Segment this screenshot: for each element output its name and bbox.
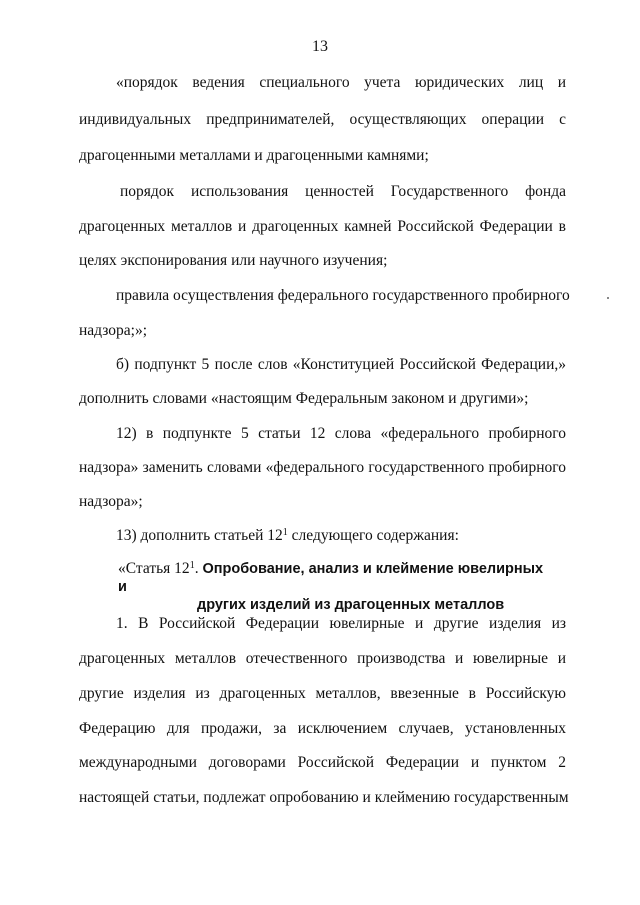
superscript: 1 [189,560,195,571]
text-line: Федерацию для продажи, за исключением случаев, установленных [79,720,566,737]
superscript: 1 [282,527,288,538]
text-line: порядок использования ценностей Государственного фонда [120,183,566,200]
text-line [116,526,566,546]
text-line: целях экспонирования или научного изучения; [79,252,388,269]
text-fragment: 13) дополнить статьей 12 [116,527,283,544]
text-line: б) подпункт 5 после слов «Конституцией Российской Федерации,» [116,356,566,373]
text-line: драгоценных металлов и драгоценных камней Российской Федерации в [79,218,566,235]
text-line: международными договорами Российской Федерации и пунктом 2 [79,754,566,771]
text-line: индивидуальных предпринимателей, осуществляющих операции с [79,111,566,128]
text-line: драгоценных металлов отечественного производства и ювелирные и [79,650,566,667]
article-title-line-2: других изделий из драгоценных металлов [197,597,505,613]
text-line: надзора»; [79,493,143,510]
article-title-line-1: Опробование, анализ и клеймение ювелирных и [118,561,544,595]
text-line: «порядок ведения специального учета юридических лиц и [116,74,566,91]
article-heading [118,560,548,614]
text-line: другие изделия из драгоценных металлов, ввезенные в Российскую [79,685,566,702]
text-line: надзора» заменить словами «федерального государственного пробирного [79,459,566,476]
text-line: драгоценными металлами и драгоценными камнями; [79,147,429,164]
page-number: 13 [312,38,328,55]
article-label: «Статья 12 [118,560,190,577]
text-fragment: следующего содержания: [287,527,459,544]
text-line: 1. В Российской Федерации ювелирные и другие изделия из [116,615,566,632]
text-line: правила осуществления федерального государственного пробирного [116,287,570,304]
text-line: дополнить словами «настоящим Федеральным законом и другими»; [79,390,529,407]
article-label-dot: . [194,560,203,577]
text-line: 12) в подпункте 5 статьи 12 слова «федерального пробирного [116,425,566,442]
text-line: надзора;»; [79,322,148,339]
text-line: настоящей статьи, подлежат опробованию и клеймению государственным [79,789,569,806]
scan-speck [607,297,609,299]
